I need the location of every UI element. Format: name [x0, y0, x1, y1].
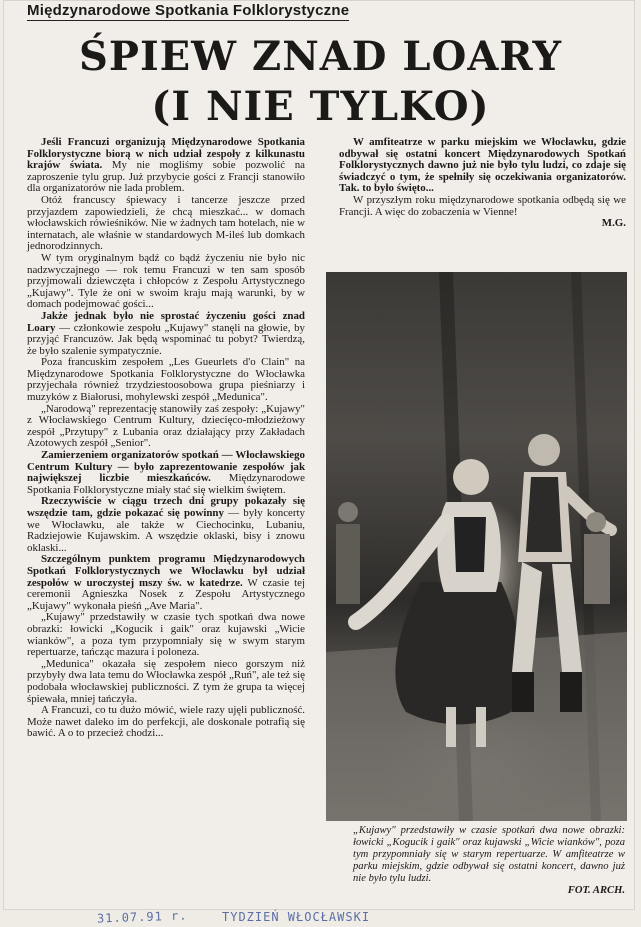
author-signature: M.G.	[601, 217, 626, 230]
paragraph: W tym oryginalnym bądź co bądź życzeniu nie było nic nadzwyczajnego — rok temu Francuzi w ten sam sposób przyjmowali dziewczęta i chłopców z Zespołu Artystycznego „Kujawy". Tyle że oni w swoim kraju mają warunki, by w domach podejmować gości...	[27, 251, 305, 311]
paragraph: Szczególnym punktem programu Międzynarodowych Spotkań Folklorystycznych we Włocławku był udział zespołów w uroczystej mszy św. w katedrze. W czasie tej ceremonii Agnieszka Nosek z Zespołu Artystycznego „Kujawy" wykonała pieśń „Ave Maria".	[27, 553, 305, 612]
photo-credit: FOT. ARCH.	[567, 885, 625, 896]
paragraph: Rzeczywiście w ciągu trzech dni grupy pokazały się wszędzie tam, gdzie pokazać się powinny — były koncerty we Włocławku, ale także w Ciechocinku, Lubaniu, Radziejowie Kujawskim. A wszędzie oklaski, bisy i znowu oklaski...	[27, 495, 305, 554]
paragraph: „Narodową" reprezentację stanowiły zaś zespoły: „Kujawy" z Włocławskiego Centrum Kultury, dziecięco-młodzieżowy zespół „Przytupy" z Lubania oraz działający przy Zakładach Azotowych zespół „Senior".	[27, 402, 305, 450]
headline-line-2: (I NIE TYLKO)	[151, 83, 490, 130]
paragraph: W amfiteatrze w parku miejskim we Włocławku, gdzie odbywał się ostatni koncert Międzynarodowych Spotkań Folklorystycznych dawno już nie było tylu ludzi, co zdaje się świadczyć o tym, że spełniły się oczekiwania organizatorów. Tak. to było święto...	[339, 136, 626, 195]
couple-dancing-icon	[326, 272, 627, 821]
paragraph: A Francuzi, co tu dużo mówić, wiele razy ujęli publiczność. Może nawet daleko im do perfekcji, ale doskonale potrafią się bawić. A o to przecież chodzi...	[27, 704, 305, 740]
paragraph: Zamierzeniem organizatorów spotkań — Włocławskiego Centrum Kultury — było zaprezentowanie zespołów jak największej liczbie mieszkańców. Międzynarodowe Spotkania Folklorystyczne miały stać się wielkim świętem.	[27, 449, 305, 496]
paragraph: Poza francuskim zespołem „Les Gueurlets d'o Clain" na Międzynarodowe Spotkania Folklorystyczne do Włocławka przyjechała również trzydziestoosobowa grupa pieśniarzy i muzyków z Białorusi, mohylewski zespół „Medunica".	[27, 356, 305, 404]
photo-caption	[353, 825, 625, 897]
paragraph: Otóż francuscy śpiewacy i tancerze jeszcze przed przyjazdem zapowiedzieli, że chcą mieszkać... w domach włocławskich rówieśników. Nie w żadnych tam hotelach, nie w internatach, ale właśnie w standardowych M-ileś lub domkach jednorodzinnych.	[27, 193, 305, 253]
handwritten-publication: TYDZIEŃ WŁOCŁAWSKI	[222, 910, 371, 924]
paragraph: Jeśli Francuzi organizują Międzynarodowe Spotkania Folklorystyczne biorą w nich udział zespoły z kilkunastu krajów świata. My nie mogliśmy sobie pozwolić na zaproszenie tylu grup. Już przybycie gości z Francji stanowiło dla organizatorów nie lada problem.	[27, 136, 305, 195]
left-column	[27, 137, 305, 740]
headline-line-1: ŚPIEW ZNAD LOARY	[79, 33, 562, 80]
right-column	[339, 137, 626, 230]
paragraph: W przyszłym roku międzynarodowe spotkania odbędą się we Francji. A więc do zobaczenia w Vienne!	[339, 193, 626, 218]
paragraph: Jakże jednak było nie sprostać życzeniu gości znad Loary — członkowie zespołu „Kujawy" stanęli na głowie, by przyjąć Francuzów. Jak będą wspominać tu pobyt? Twierdzą, że było szalenie sympatycznie.	[27, 309, 305, 357]
paragraph: „Kujawy" przedstawiły w czasie tych spotkań dwa nowe obrazki: łowicki „Kogucik i gaik" oraz kujawski „Wicie wianków", a poza tym przypomniały się w swym starym repertuarze, tańcząc mazura i poloneza.	[27, 611, 305, 659]
dance-photo	[326, 272, 627, 821]
handwritten-date: 31.07.91 r.	[96, 908, 188, 926]
section-kicker: Międzynarodowe Spotkania Folklorystyczne	[27, 2, 350, 19]
caption-text: „Kujawy" przedstawiły w czasie spotkań dwa nowe obrazki: łowicki „Kogucik i gaik" oraz kujawski „Wicie wianków", poza tym przypomniały się w starym repertuarze. W amfiteatrze w parku miejskim, gdzie odbywał się ostatni koncert, dawno już nie było tylu ludzi.	[353, 825, 625, 884]
paragraph: „Medunica" okazała się zespołem nieco gorszym niż przybyły dwa lata temu do Włocławka zespół „Ruń", ale też się podobała włocławskiej publiczności. Z tym że grupa ta więcej śpiewała, mniej tańczyła.	[27, 657, 305, 705]
